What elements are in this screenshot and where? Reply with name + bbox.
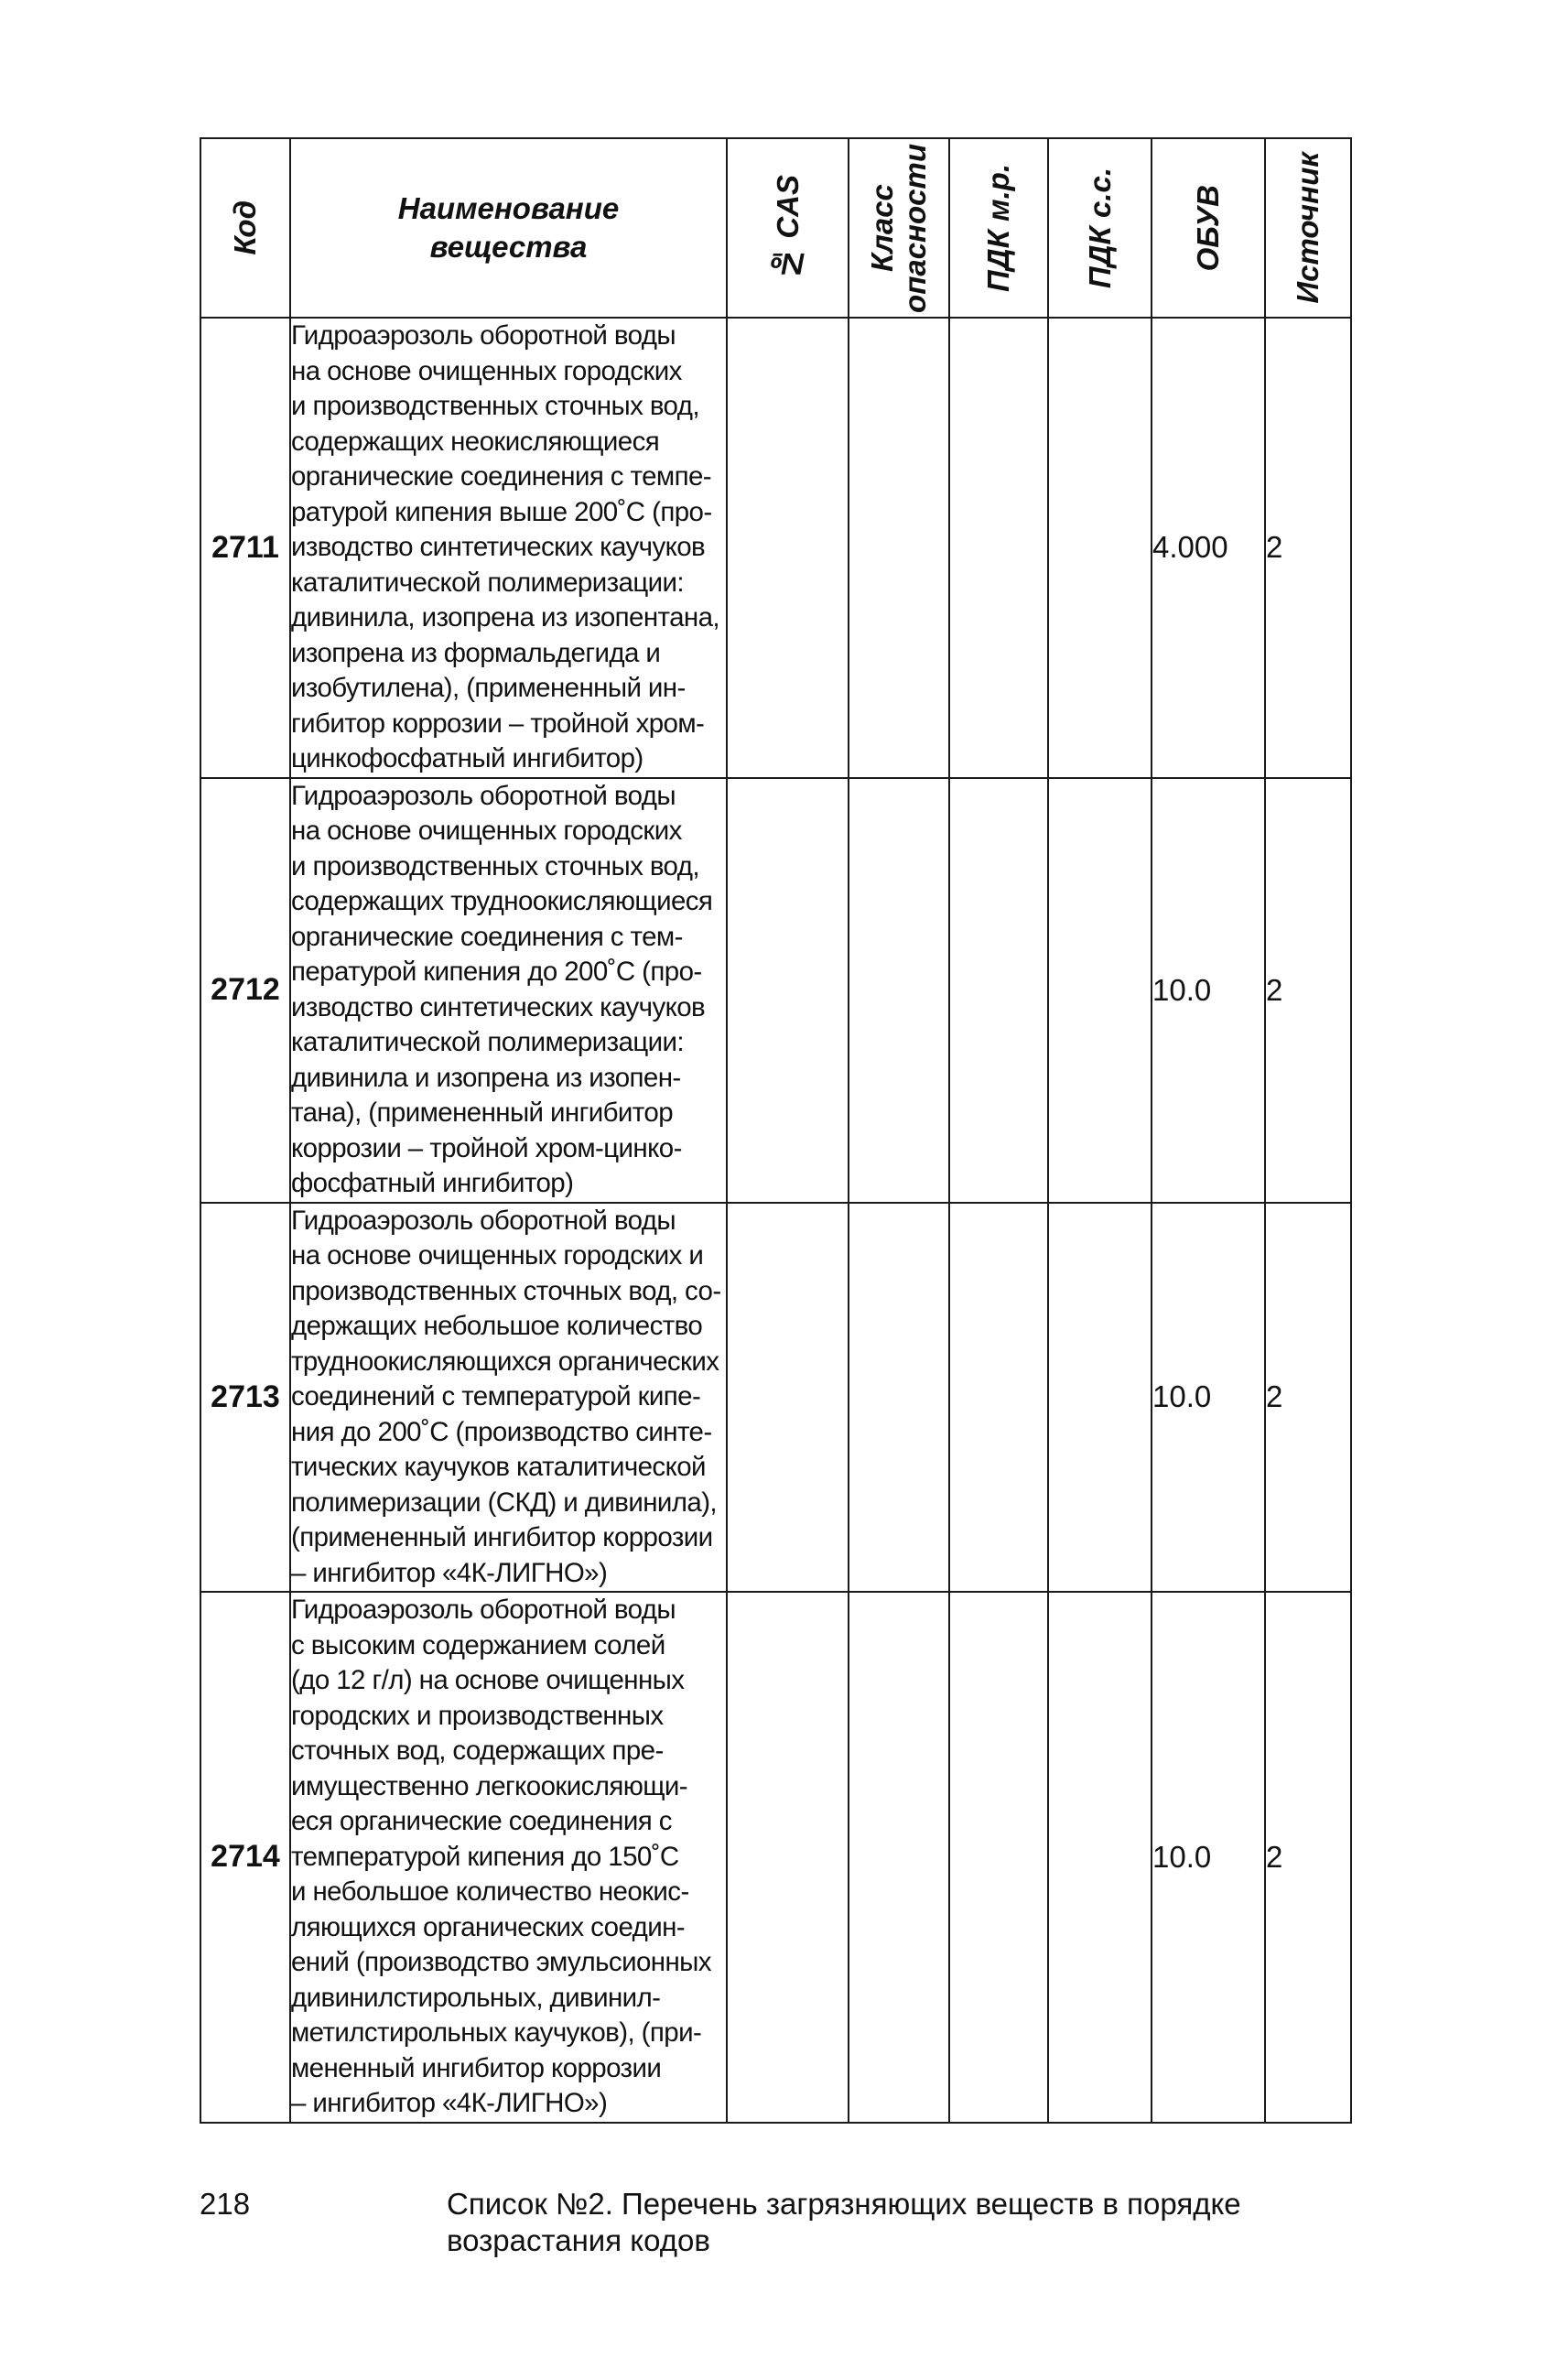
header-pdk-ss xyxy=(1048,138,1152,318)
running-title: Список №2. Перечень загрязняющих веществ в порядке возрастания кодов xyxy=(447,2187,1241,2257)
row-name: Гидроаэрозоль оборотной воды на основе очищенных городских и производственных сточных вод, содержащих трудноокисляющиеся органические соединения с тем- пературой кипения до 200˚С (про- изводство синтетических каучуков каталитической полимеризации: дивинила и изопрена из изопен- тана), (примененный ингибитор коррозии – тройной хром-цинко- фосфатный ингибитор) xyxy=(290,778,727,1203)
row-code: 2712 xyxy=(200,778,290,1203)
row-code: 2714 xyxy=(200,1592,290,2123)
row-hazard-class xyxy=(849,1203,949,1593)
header-obuv xyxy=(1152,138,1265,318)
row-cas xyxy=(727,778,849,1203)
table-header-row xyxy=(200,138,1351,318)
row-code: 2713 xyxy=(200,1203,290,1593)
table-row xyxy=(200,778,1351,1203)
row-obuv: 10.0 xyxy=(1152,778,1265,1203)
header-hazard-class xyxy=(849,138,949,318)
row-name: Гидроаэрозоль оборотной воды на основе очищенных городских и производственных сточных вод, содержащих неокисляющиеся органические соединения с темпе- ратурой кипения выше 200˚С (про- изводство синтетических каучуков каталитической полимеризации: дивинила, изопрена из изопентана, изопрена из формальдегида и изобутилена), (примененный ин- гибитор коррозии – тройной хром- цинкофосфатный ингибитор) xyxy=(290,318,727,778)
header-name xyxy=(290,138,727,318)
row-pdk-mr xyxy=(949,1203,1048,1593)
header-source-label: Источник xyxy=(1291,152,1325,304)
row-pdk-mr xyxy=(949,318,1048,778)
row-cas xyxy=(727,318,849,778)
row-pdk-ss xyxy=(1048,1592,1152,2123)
header-name-label: Наименование вещества xyxy=(397,191,620,264)
page-footer xyxy=(200,2186,1390,2259)
table-row xyxy=(200,318,1351,778)
header-code xyxy=(200,138,290,318)
row-obuv: 10.0 xyxy=(1152,1203,1265,1593)
row-code: 2711 xyxy=(200,318,290,778)
header-pdk-mr-label: ПДК м.р. xyxy=(981,164,1015,292)
header-pdk-ss-label: ПДК с.с. xyxy=(1082,167,1117,289)
table-row xyxy=(200,1592,1351,2123)
row-obuv: 4.000 xyxy=(1152,318,1265,778)
substances-table xyxy=(200,137,1352,2124)
row-pdk-ss xyxy=(1048,318,1152,778)
row-source: 2 xyxy=(1265,318,1351,778)
header-pdk-mr xyxy=(949,138,1048,318)
row-pdk-mr xyxy=(949,778,1048,1203)
header-obuv-label: ОБУВ xyxy=(1191,184,1225,272)
row-hazard-class xyxy=(849,778,949,1203)
header-source xyxy=(1265,138,1351,318)
row-hazard-class xyxy=(849,1592,949,2123)
row-name: Гидроаэрозоль оборотной воды на основе очищенных городских и производственных сточных вод, со- держащих небольшое количество трудноокисляющихся органических соединений с температурой кипе- ния до 200˚С (производство синте- тических каучуков каталитической полимеризации (СКД) и дивинила), (примененный ингибитор коррозии – ингибитор «4К-ЛИГНО») xyxy=(290,1203,727,1593)
header-cas xyxy=(727,138,849,318)
row-obuv: 10.0 xyxy=(1152,1592,1265,2123)
page-number: 218 xyxy=(200,2187,251,2221)
row-hazard-class xyxy=(849,318,949,778)
row-cas xyxy=(727,1592,849,2123)
row-pdk-mr xyxy=(949,1592,1048,2123)
row-name: Гидроаэрозоль оборотной воды с высоким содержанием солей (до 12 г/л) на основе очищенных городских и производственных сточных вод, содержащих пре- имущественно легкоокисляющи- еся органические соединения с температурой кипения до 150˚С и небольшое количество неокис- ляющихся органических соедин- ений (производство эмульсионных дивинилстирольных, дивинил- метилстирольных каучуков), (при- мененный ингибитор коррозии – ингибитор «4К-ЛИГНО») xyxy=(290,1592,727,2123)
row-source: 2 xyxy=(1265,1203,1351,1593)
row-cas xyxy=(727,1203,849,1593)
row-source: 2 xyxy=(1265,778,1351,1203)
row-source: 2 xyxy=(1265,1592,1351,2123)
header-hazard-class-label: Класс опасности xyxy=(865,143,932,313)
header-code-label: Код xyxy=(228,200,262,255)
header-cas-label: № CAS xyxy=(770,175,805,281)
table-row xyxy=(200,1203,1351,1593)
row-pdk-ss xyxy=(1048,1203,1152,1593)
row-pdk-ss xyxy=(1048,778,1152,1203)
